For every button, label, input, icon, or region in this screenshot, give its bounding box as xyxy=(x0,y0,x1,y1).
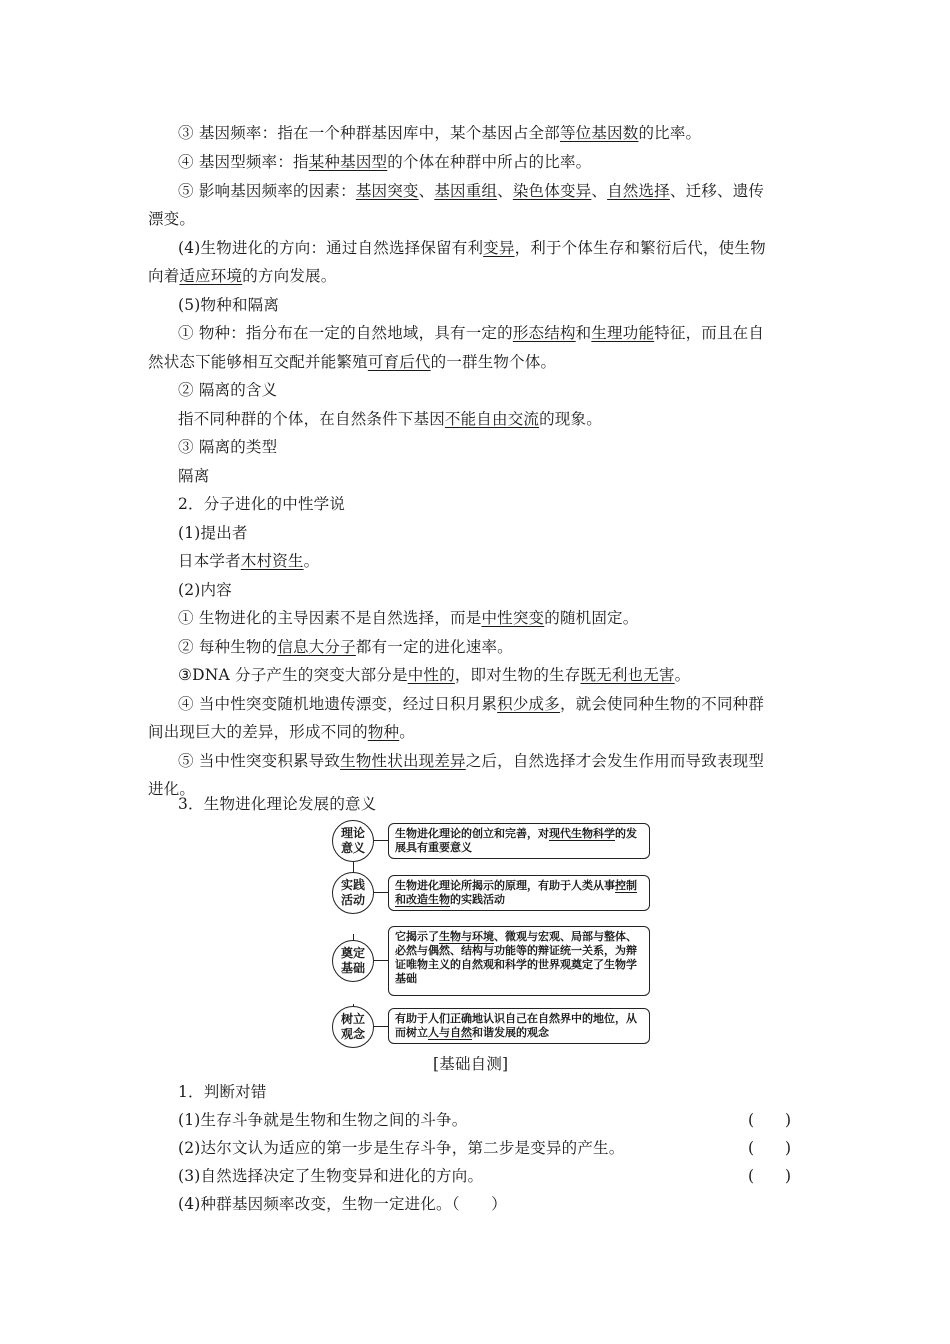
text-span: 的比率。 xyxy=(638,124,702,142)
underlined-answer: 染色体变异 xyxy=(512,182,592,200)
text-span: 隔离 xyxy=(178,467,210,485)
underlined-answer: 不能自由交流 xyxy=(444,410,540,428)
text-span: 指不同种群的个体，在自然条件下基因 xyxy=(178,410,445,428)
text-line xyxy=(178,608,638,628)
section-heading xyxy=(178,494,345,514)
text-span: 、微观与宏观、局部与整体、必然与偶然、结构与功能等的辩证统一关系，为辩证唯物主义的自然观和科学的世界观奠定了生物学基础 xyxy=(395,930,637,985)
text-span: 和 xyxy=(575,324,592,342)
question-heading: 1．判断对错 xyxy=(178,1083,267,1101)
text-span: ② 每种生物的 xyxy=(178,638,278,656)
text-span: ，利于个体生存和繁衍后代，使生物 xyxy=(514,239,766,257)
text-span: ，就会使同种生物的不同种群 xyxy=(559,695,765,713)
text-span: ③ 隔离的类型 xyxy=(178,438,278,456)
text-span: 之后，自然选择才会发生作用而导致表现型 xyxy=(465,752,765,770)
text-line xyxy=(148,352,556,372)
text-span: ④ 基因型频率：指 xyxy=(178,153,309,171)
text-line xyxy=(178,238,766,258)
text-span: 的现象。 xyxy=(539,410,602,428)
text-span: 特征，而且在自 xyxy=(654,324,765,342)
underlined-answer: 基因重组 xyxy=(434,182,498,200)
underlined-answer: 控制和改造生物 xyxy=(395,879,637,906)
diagram-box xyxy=(388,823,650,859)
text-span: 进化。 xyxy=(148,780,196,798)
text-line xyxy=(178,523,248,543)
underlined-answer: 现代生物科学 xyxy=(549,827,615,840)
underlined-answer: 某种基因型 xyxy=(308,153,388,171)
underlined-answer: 生物与环境 xyxy=(439,930,494,943)
text-span: ① 生物进化的主导因素不是自然选择，而是 xyxy=(178,609,482,627)
text-span: 漂变。 xyxy=(148,210,196,228)
text-span: 的随机固定。 xyxy=(544,609,639,627)
text-line xyxy=(148,209,195,229)
text-line xyxy=(178,181,764,201)
underlined-answer: 可育后代 xyxy=(367,353,431,371)
text-span: ，即对生物的生存 xyxy=(454,666,581,684)
text-line xyxy=(178,437,277,457)
underlined-answer: 物种 xyxy=(367,723,400,741)
question-item: (2)达尔文认为适应的第一步是生存斗争，第二步是变异的产生。 xyxy=(178,1139,625,1157)
underlined-answer: 既无利也无害 xyxy=(580,666,675,684)
text-span: (5)物种和隔离 xyxy=(178,296,280,314)
connector-line xyxy=(374,960,388,961)
text-line xyxy=(178,380,277,400)
text-span: ⑤ 影响基因频率的因素： xyxy=(178,182,356,200)
underlined-answer: 基因突变 xyxy=(355,182,419,200)
underlined-answer: 生理功能 xyxy=(591,324,655,342)
text-span: 的个体在种群中所占的比率。 xyxy=(387,153,592,171)
section-title: [基础自测] xyxy=(433,1055,509,1073)
underlined-answer: 等位基因数 xyxy=(559,124,639,142)
text-span: 都有一定的进化速率。 xyxy=(355,638,513,656)
text-span: 生物进化理论所揭示的原理，有助于人类从事 xyxy=(395,879,615,892)
node-theory-significance xyxy=(332,820,374,862)
text-span: 生物进化理论的创立和完善，对 xyxy=(395,827,549,840)
underlined-answer: 中性的 xyxy=(407,666,455,684)
text-line xyxy=(148,722,415,742)
text-span: 的实践活动 xyxy=(450,893,505,906)
text-line xyxy=(178,551,319,571)
node-practical-activity xyxy=(332,872,374,914)
node-label: 奠定基础 xyxy=(340,946,365,975)
underlined-answer: 积少成多 xyxy=(497,695,560,713)
text-span: 。 xyxy=(303,552,320,570)
text-line xyxy=(178,751,764,771)
text-span: 的方向发展。 xyxy=(242,267,337,285)
text-line xyxy=(178,637,513,657)
text-span: (4)生物进化的方向：通过自然选择保留有利 xyxy=(178,239,484,257)
text-span: ① 物种：指分布在一定的自然地域，具有一定的 xyxy=(178,324,513,342)
text-span: 然状态下能够相互交配并能繁殖 xyxy=(148,353,368,371)
underlined-answer: 生物性状出现差异 xyxy=(340,752,466,770)
text-span: 它揭示了 xyxy=(395,930,439,943)
text-line xyxy=(178,123,701,143)
node-establish-concept xyxy=(332,1006,374,1048)
connector-line xyxy=(374,840,388,841)
underlined-answer: 形态结构 xyxy=(512,324,576,342)
separator: 、 xyxy=(418,182,435,200)
diagram-box xyxy=(388,926,650,996)
text-span: ④ 当中性突变随机地遗传漂变，经过日积月累 xyxy=(178,695,498,713)
text-span: 的发展具有重要意义 xyxy=(395,827,637,854)
text-span: 2．分子进化的中性学说 xyxy=(178,495,346,513)
separator: 、 xyxy=(497,182,513,200)
text-line xyxy=(178,323,764,343)
text-span: 3．生物进化理论发展的意义 xyxy=(178,795,377,813)
node-label: 理论意义 xyxy=(340,826,365,855)
text-span: ③DNA 分子产生的突变大部分是 xyxy=(178,666,408,684)
underlined-answer: 变异 xyxy=(483,239,515,257)
text-span: ⑤ 当中性突变积累导致 xyxy=(178,752,341,770)
text-span: 、迁移、遗传 xyxy=(669,182,765,200)
answer-blank[interactable]: ( ) xyxy=(748,1167,792,1185)
node-label: 树立观念 xyxy=(340,1012,365,1041)
text-span: 间出现巨大的差异，形成不同的 xyxy=(148,723,368,741)
underlined-answer: 信息大分子 xyxy=(277,638,356,656)
separator: 、 xyxy=(591,182,608,200)
text-line xyxy=(178,665,690,685)
text-span: 有助于人们正确地认识自己在自然界中的地位，从而树立 xyxy=(395,1012,637,1039)
text-line xyxy=(178,409,602,429)
underlined-answer: 人与自然 xyxy=(428,1026,472,1039)
underlined-answer: 自然选择 xyxy=(607,182,670,200)
underlined-answer: 中性突变 xyxy=(481,609,545,627)
underlined-answer: 适应环境 xyxy=(179,267,243,285)
underlined-answer: 木村资生 xyxy=(240,552,304,570)
text-span: 的一群生物个体。 xyxy=(430,353,557,371)
node-lay-foundation xyxy=(332,940,374,982)
connector-line xyxy=(374,1026,388,1027)
text-line xyxy=(178,295,279,315)
section-heading xyxy=(178,794,376,814)
text-line xyxy=(178,580,232,600)
text-span: (2)内容 xyxy=(178,581,232,599)
node-label: 实践活动 xyxy=(340,878,365,907)
connector-line xyxy=(374,892,388,893)
text-span: 日本学者 xyxy=(178,552,241,570)
text-span: 和谐发展的观念 xyxy=(472,1026,549,1039)
text-line xyxy=(148,266,336,286)
text-span: 向着 xyxy=(148,267,180,285)
question-item: (1)生存斗争就是生物和生物之间的斗争。 xyxy=(178,1111,468,1129)
diagram-box xyxy=(388,1008,650,1044)
question-item: (4)种群基因频率改变，生物一定进化。（ ） xyxy=(178,1195,507,1213)
text-span: ③ 基因频率：指在一个种群基因库中，某个基因占全部 xyxy=(178,124,560,142)
significance-diagram xyxy=(330,820,652,1046)
text-span: 。 xyxy=(674,666,691,684)
answer-blank[interactable]: ( ) xyxy=(748,1111,792,1129)
text-span: 。 xyxy=(399,723,415,741)
question-item: (3)自然选择决定了生物变异和进化的方向。 xyxy=(178,1167,484,1185)
text-span: ② 隔离的含义 xyxy=(178,381,278,399)
answer-blank[interactable]: ( ) xyxy=(748,1139,792,1157)
text-line xyxy=(178,694,764,714)
diagram-box xyxy=(388,875,650,911)
text-line xyxy=(178,152,591,172)
text-span: (1)提出者 xyxy=(178,524,248,542)
text-line xyxy=(178,466,209,486)
